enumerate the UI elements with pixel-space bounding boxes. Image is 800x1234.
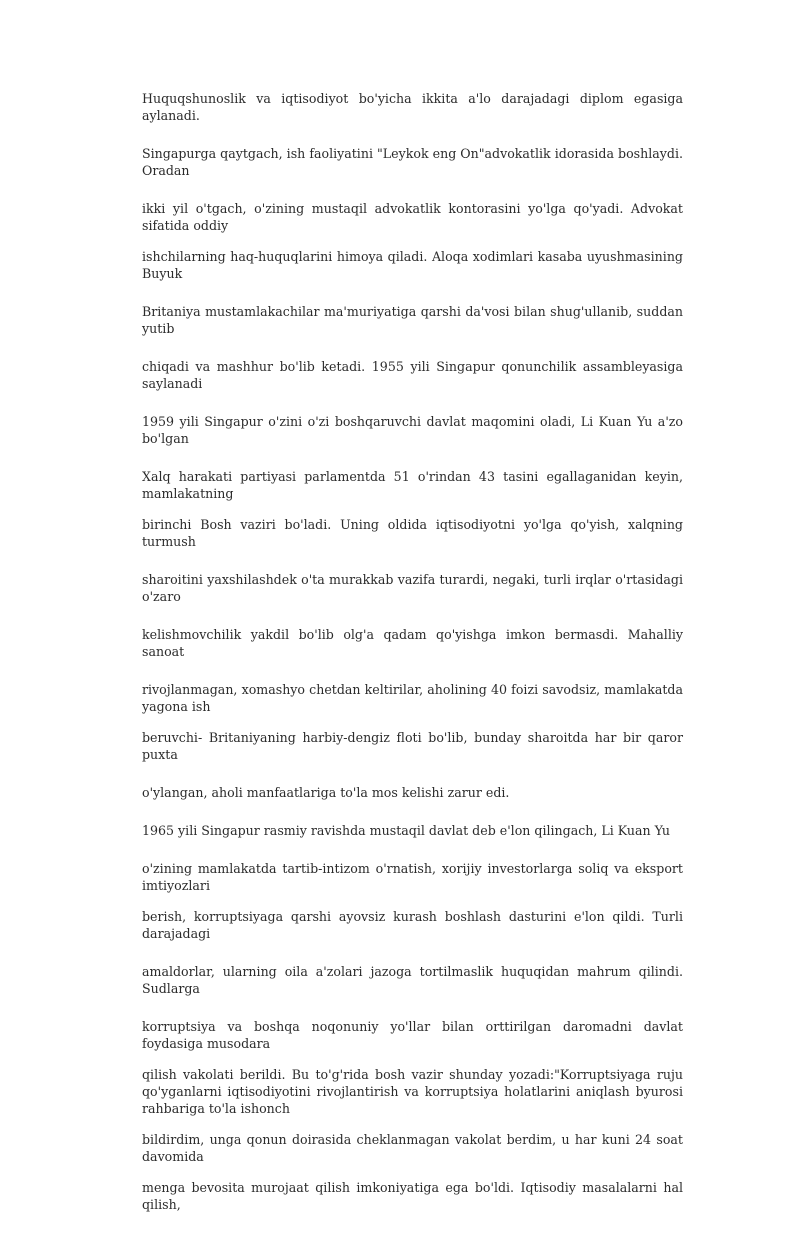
paragraph: 1965 yili Singapur rasmiy ravishda mustaqil davlat deb e'lon qilingach, Li Kuan Yu xyxy=(142,823,670,838)
paragraph: rivojlanmagan, xomashyo chetdan keltirilar, aholining 40 foizi savodsiz, mamlakatda yagona ish xyxy=(142,682,683,714)
paragraph: kelishmovchilik yakdil bo'lib olg'a qadam qo'yishga imkon bermasdi. Mahalliy sanoat xyxy=(142,627,683,659)
document-body xyxy=(142,90,683,1234)
paragraph: chiqadi va mashhur bo'lib ketadi. 1955 yili Singapur qonunchilik assambleyasiga saylanadi xyxy=(142,359,683,391)
paragraph: amaldorlar, ularning oila a'zolari jazoga tortilmaslik huquqidan mahrum qilindi. Sudlarga xyxy=(142,964,683,996)
paragraph: o'zining mamlakatda tartib-intizom o'rnatish, xorijiy investorlarga soliq va eksport imtiyozlari xyxy=(142,861,683,893)
paragraph: ishchilarning haq-huquqlarini himoya qiladi. Aloqa xodimlari kasaba uyushmasining Buyuk xyxy=(142,249,683,281)
paragraph: qilish vakolati berildi. Bu to'g'rida bosh vazir shunday yozadi:"Korruptsiyaga ruju qo'yganlarni iqtisodiyotini rivojlantirish va korruptsiya holatlarini aniqlash byurosi rahbariga to'la ishonch xyxy=(142,1067,683,1116)
paragraph: o'ylangan, aholi manfaatlariga to'la mos kelishi zarur edi. xyxy=(142,785,510,800)
paragraph: menga bevosita murojaat qilish imkoniyatiga ega bo'ldi. Iqtisodiy masalalarni hal qilish, xyxy=(142,1180,683,1212)
paragraph: Singapurga qaytgach, ish faoliyatini "Leykok eng On"advokatlik idorasida boshlaydi. Oradan xyxy=(142,146,683,178)
paragraph: sharoitini yaxshilashdek o'ta murakkab vazifa turardi, negaki, turli irqlar o'rtasidagi o'zaro xyxy=(142,572,683,604)
paragraph: 1959 yili Singapur o'zini o'zi boshqaruvchi davlat maqomini oladi, Li Kuan Yu a'zo bo'lgan xyxy=(142,414,683,446)
paragraph: birinchi Bosh vaziri bo'ladi. Uning oldida iqtisodiyotni yo'lga qo'yish, xalqning turmush xyxy=(142,517,683,549)
paragraph: berish, korruptsiyaga qarshi ayovsiz kurash boshlash dasturini e'lon qildi. Turli darajadagi xyxy=(142,909,683,941)
paragraph: ikki yil o'tgach, o'zining mustaqil advokatlik kontorasini yo'lga qo'yadi. Advokat sifatida oddiy xyxy=(142,201,683,233)
paragraph: bildirdim, unga qonun doirasida cheklanmagan vakolat berdim, u har kuni 24 soat davomida xyxy=(142,1132,683,1164)
paragraph: Britaniya mustamlakachilar ma'muriyatiga qarshi da'vosi bilan shug'ullanib, suddan yutib xyxy=(142,304,683,336)
paragraph: beruvchi- Britaniyaning harbiy-dengiz floti bo'lib, bunday sharoitda har bir qaror puxta xyxy=(142,730,683,762)
paragraph: Xalq harakati partiyasi parlamentda 51 o'rindan 43 tasini egallaganidan keyin, mamlakatning xyxy=(142,469,683,501)
paragraph: Huquqshunoslik va iqtisodiyot bo'yicha ikkita a'lo darajadagi diplom egasiga aylanadi. xyxy=(142,91,683,123)
paragraph: korruptsiya va boshqa noqonuniy yo'llar bilan orttirilgan daromadni davlat foydasiga musodara xyxy=(142,1019,683,1051)
